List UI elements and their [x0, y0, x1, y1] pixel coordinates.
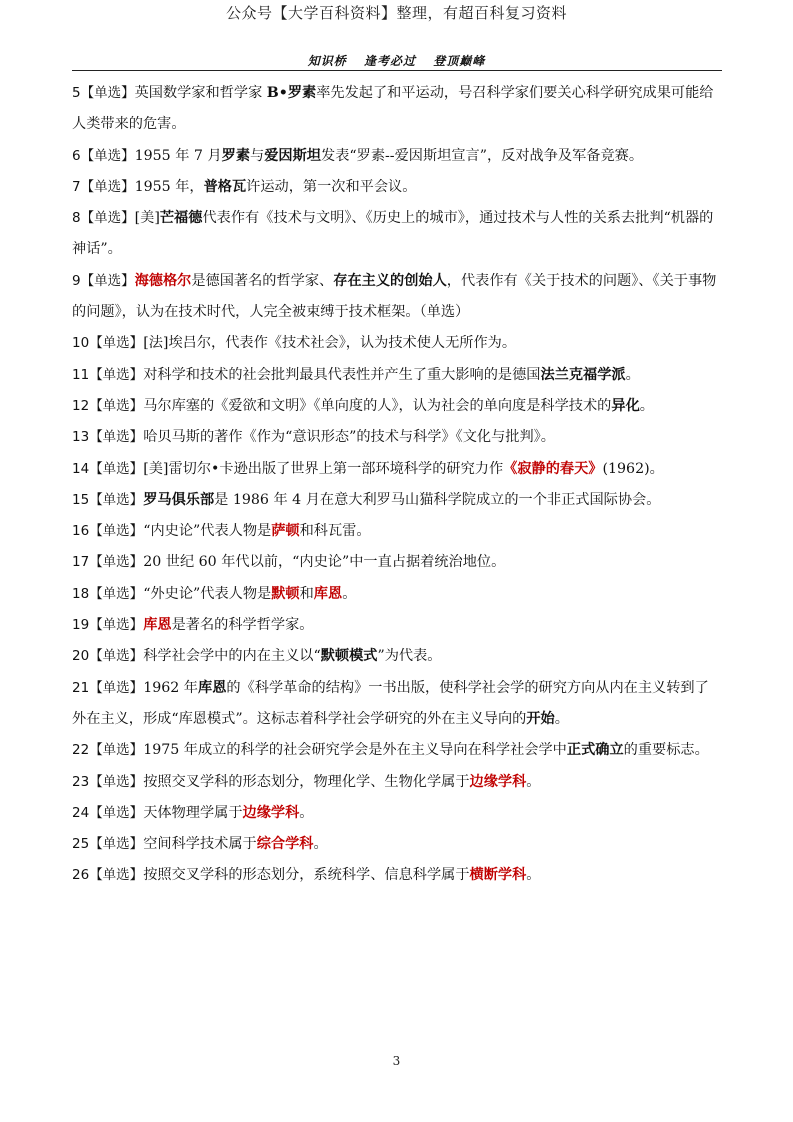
question-text: ，代表作有《关于技术的问题》、《关于事物的问题》，认为在技术时代，人完全被束缚于技术框架。（单选）	[72, 272, 717, 321]
question-text: 1955 年，	[134, 178, 204, 195]
question-text: 1955 年 7 月	[134, 147, 222, 164]
question-type-tag: 【单选】	[89, 397, 144, 414]
question-text: 代表作有《技术与文明》、《历史上的城市》，通过技术与人性的关系去批判“机器的神话”。	[72, 210, 714, 258]
question-text: 天体物理学属于	[143, 804, 243, 821]
question-text: 的重要标志。	[623, 742, 709, 759]
question-number: 25	[72, 836, 90, 853]
question-item	[72, 735, 720, 766]
question-number: 13	[72, 429, 90, 446]
question-type-tag: 【单选】	[89, 836, 144, 853]
question-number: 20	[72, 648, 90, 665]
slogan-part-2: 逢考必过	[363, 54, 416, 68]
key-term-red: 萨顿	[271, 523, 300, 540]
question-item	[72, 328, 720, 359]
key-term-red: 横断学科	[469, 867, 527, 884]
question-text: 。	[299, 804, 314, 821]
question-text: 科学社会学中的内在主义以“	[143, 648, 321, 665]
question-item	[72, 610, 720, 641]
question-number: 15	[72, 491, 90, 508]
question-type-tag: 【单选】	[89, 523, 144, 540]
question-text: 马尔库塞的《爱欲和文明》《单向度的人》，认为社会的单向度是科学技术的	[143, 397, 612, 414]
question-type-tag: 【单选】	[80, 272, 135, 289]
question-text: 1975 年成立的科学的社会研究学会是外在主义导向在科学社会学中	[143, 742, 567, 759]
question-text: 空间科学技术属于	[143, 836, 257, 853]
question-type-tag: 【单选】	[89, 648, 144, 665]
question-text: 是德国著名的哲学家、	[191, 272, 334, 289]
question-item	[72, 485, 720, 516]
question-number: 24	[72, 804, 90, 821]
key-term-red: 《寂静的春天》	[503, 460, 603, 477]
question-number: 8	[72, 210, 81, 227]
question-type-tag: 【单选】	[89, 867, 144, 884]
question-type-tag: 【单选】	[89, 366, 144, 383]
question-item	[72, 798, 720, 829]
question-text: 。	[342, 585, 357, 602]
question-number: 23	[72, 773, 90, 790]
question-item	[72, 78, 720, 141]
question-type-tag: 【单选】	[89, 804, 144, 821]
question-text: 和	[299, 585, 314, 602]
question-text: 。	[526, 867, 541, 884]
question-number: 22	[72, 742, 90, 759]
question-number: 21	[72, 679, 90, 696]
key-term-bold: 罗马俱乐部	[143, 491, 215, 508]
key-term-bold: 默顿模式	[320, 648, 378, 665]
question-number: 16	[72, 523, 90, 540]
question-number: 18	[72, 585, 90, 602]
question-item	[72, 767, 720, 798]
header-divider	[72, 70, 722, 71]
question-text: ”为代表。	[377, 648, 442, 665]
key-term-bold: 库恩	[198, 679, 227, 696]
question-text: 对科学和技术的社会批判最具代表性并产生了重大影响的是德国	[143, 366, 541, 383]
key-term-red: 综合学科	[256, 836, 314, 853]
question-item	[72, 203, 720, 266]
question-item	[72, 516, 720, 547]
key-term-red: 库恩	[143, 617, 172, 634]
question-item	[72, 360, 720, 391]
question-text: 。	[554, 710, 569, 727]
question-item	[72, 829, 720, 860]
question-type-tag: 【单选】	[80, 178, 135, 195]
key-term-red: 默顿	[271, 585, 300, 602]
question-text: 英国数学家和哲学家	[134, 85, 267, 101]
question-item	[72, 422, 720, 453]
question-text: (1962)。	[602, 460, 664, 477]
question-number: 9	[72, 272, 81, 289]
question-item	[72, 266, 720, 329]
question-type-tag: 【单选】	[89, 585, 144, 602]
question-text: [法]埃吕尔，代表作《技术社会》，认为技术使人无所作为。	[143, 335, 517, 352]
question-text: 发表“罗素--爱因斯坦宣言”，反对战争及军备竞赛。	[321, 147, 644, 164]
question-text: 20 世纪 60 年代以前，“内史论”中一直占据着统治地位。	[143, 554, 506, 571]
question-type-tag: 【单选】	[89, 491, 144, 508]
question-item	[72, 641, 720, 672]
key-term-bold: 异化	[611, 397, 640, 414]
question-text: 。	[625, 366, 640, 383]
question-type-tag: 【单选】	[89, 679, 144, 696]
question-type-tag: 【单选】	[80, 210, 135, 227]
question-text: 许运动，第一次和平会议。	[246, 178, 417, 195]
question-item	[72, 141, 720, 172]
key-term-red: 边缘学科	[242, 804, 300, 821]
question-number: 26	[72, 867, 90, 884]
question-item	[72, 579, 720, 610]
page-number: 3	[392, 1054, 401, 1068]
question-item	[72, 454, 720, 485]
question-item	[72, 547, 720, 578]
question-item	[72, 673, 720, 736]
watermark-header: 公众号【大学百科资料】整理，有超百科复习资料	[225, 4, 567, 22]
question-text: 1962 年	[143, 679, 198, 696]
question-type-tag: 【单选】	[89, 429, 144, 446]
question-text: [美]	[134, 210, 160, 227]
question-text: [美]雷切尔•卡逊出版了世界上第一部环境科学的研究力作	[143, 460, 504, 477]
question-text: 与	[250, 147, 265, 164]
question-type-tag: 【单选】	[89, 617, 144, 634]
question-type-tag: 【单选】	[89, 742, 144, 759]
question-item	[72, 172, 720, 203]
question-number: 19	[72, 617, 90, 634]
slogan-part-1: 知识桥	[307, 54, 347, 68]
question-type-tag: 【单选】	[80, 85, 135, 101]
key-term-bold: 存在主义的创始人	[333, 272, 447, 289]
question-number: 6	[72, 147, 81, 164]
question-text: 是 1986 年 4 月在意大利罗马山猫科学院成立的一个非正式国际协会。	[214, 491, 661, 508]
question-number: 11	[72, 366, 90, 383]
question-text: 和科瓦雷。	[299, 523, 371, 540]
key-term-bold: 普格瓦	[203, 178, 247, 195]
question-text: 。	[313, 836, 328, 853]
key-term-red: 库恩	[313, 585, 343, 602]
question-text: 率先发起了和平运动，号召科学家们要关心科学研究成果可能给人类带来的危害。	[72, 85, 714, 133]
question-text: 的《科学革命的结构》一书出版，使科学社会学的研究方向从内在主义转到了外在主义，形成“库恩模式”。这标志着科学社会学研究的外在主义导向的	[72, 679, 709, 727]
key-term-bold: 罗素	[221, 147, 251, 164]
question-type-tag: 【单选】	[89, 773, 144, 790]
question-text: 。	[526, 773, 541, 790]
key-term-bold: 开始	[526, 710, 555, 727]
question-number: 10	[72, 335, 90, 352]
question-type-tag: 【单选】	[89, 460, 144, 477]
key-term-bold: 正式确立	[566, 742, 624, 759]
question-number: 7	[72, 178, 81, 195]
question-text: 哈贝马斯的著作《作为“意识形态”的技术与科学》《文化与批判》。	[143, 429, 555, 446]
question-type-tag: 【单选】	[89, 554, 144, 571]
question-number: 12	[72, 397, 90, 414]
key-term-red: 海德格尔	[134, 272, 192, 289]
question-number: 17	[72, 554, 90, 571]
key-term-bold: B•罗素	[266, 85, 317, 101]
question-item	[72, 391, 720, 422]
question-type-tag: 【单选】	[80, 147, 135, 164]
question-text: “内史论”代表人物是	[143, 523, 272, 540]
question-number: 5	[72, 85, 81, 101]
question-text: 是著名的科学哲学家。	[171, 617, 314, 634]
question-text: 。	[639, 397, 654, 414]
key-term-bold: 法兰克福学派	[540, 366, 626, 383]
question-text: 按照交叉学科的形态划分，系统科学、信息科学属于	[143, 867, 470, 884]
key-term-bold: 爱因斯坦	[264, 147, 321, 164]
question-text: 按照交叉学科的形态划分，物理化学、生物化学属于	[143, 773, 470, 790]
slogan-header	[0, 52, 793, 69]
question-item	[72, 860, 720, 891]
question-list	[72, 78, 720, 892]
question-text: “外史论”代表人物是	[143, 585, 272, 602]
question-number: 14	[72, 460, 90, 477]
slogan-part-3: 登顶巅峰	[433, 54, 486, 68]
key-term-bold: 芒福德	[159, 210, 203, 227]
key-term-red: 边缘学科	[469, 773, 527, 790]
question-type-tag: 【单选】	[89, 335, 144, 352]
